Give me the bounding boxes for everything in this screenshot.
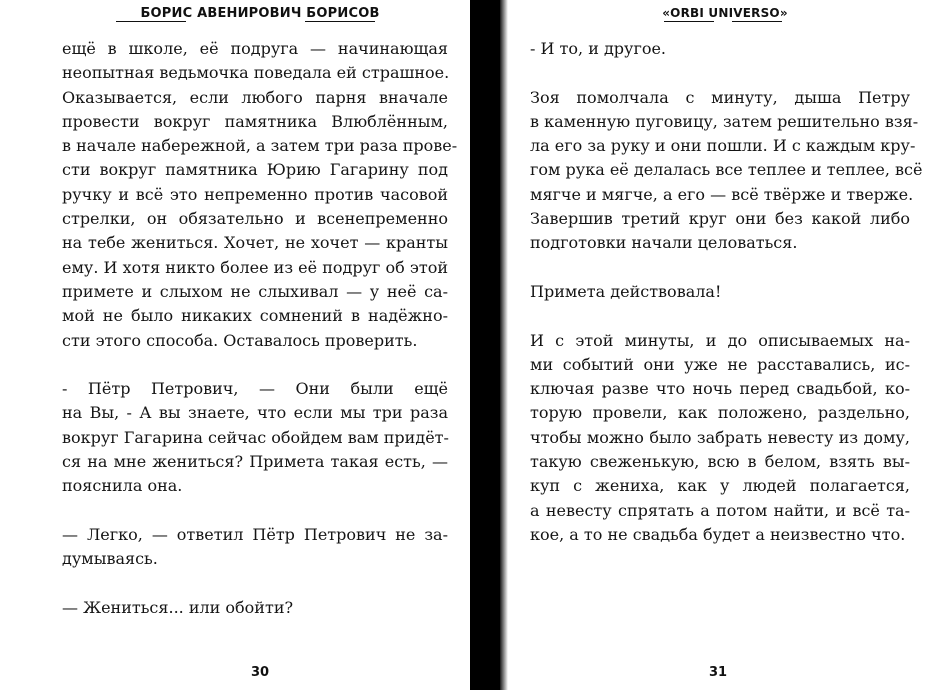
text-line: неопытная ведьмочка поведала ей страшное.	[62, 63, 450, 83]
text-line: — Легко, — ответил Пётр Петрович не за-	[62, 524, 448, 544]
paragraph-gap	[530, 256, 910, 280]
text-line: ся на мне жениться? Примета такая есть, —	[62, 452, 448, 472]
text-line: а невесту спрятать а потом найти, и всё та-	[530, 500, 910, 520]
paragraph-gap	[62, 353, 448, 377]
paragraph-gap	[62, 572, 448, 596]
text-line: - И то, и другое.	[530, 39, 667, 58]
text-line: на тебе жениться. Хочет, не хочет — кранты	[62, 233, 448, 253]
header-rule	[664, 21, 714, 22]
body-text	[530, 37, 923, 547]
header-rule	[116, 21, 186, 22]
book-gutter	[470, 0, 500, 690]
text-line: стрелки, он обязательно и всенепременно	[62, 209, 448, 229]
text-line: ему. И хотя никто более из её подруг об этой	[62, 257, 448, 277]
header-rule	[732, 21, 782, 22]
text-line: ми событий они уже не расставались, ис-	[530, 354, 910, 374]
text-line: подготовки начали целоваться.	[530, 233, 798, 253]
text-line: куп с жениха, как у людей полагается,	[530, 476, 910, 496]
text-line: - Пётр Петрович, — Они были ещё	[62, 379, 448, 399]
text-line: И с этой минуты, и до описываемых на-	[530, 330, 910, 350]
text-line: вокруг Гагарина сейчас обойдем вам придёт-	[62, 427, 449, 447]
text-line: сти этого способа. Оставалось проверить.	[62, 330, 418, 350]
right-page	[500, 0, 949, 690]
paragraph-gap	[530, 304, 910, 328]
text-line: в начале набережной, а затем три раза прове-	[62, 136, 458, 156]
text-line: чтобы можно было забрать невесту из дому,	[530, 427, 910, 447]
text-line: думываясь.	[62, 549, 158, 569]
text-line: в каменную пуговицу, затем решительно взя-	[530, 111, 919, 131]
text-line: сти вокруг памятника Юрию Гагарину под	[62, 160, 448, 180]
text-line: кое, а то не свадьба будет а неизвестно что.	[530, 524, 906, 544]
page-number: 31	[709, 665, 728, 680]
text-line: — Жениться... или обойти?	[62, 597, 294, 617]
text-line: гом рука её делалась все теплее и теплее, всё	[530, 160, 923, 180]
paragraph-gap	[530, 61, 910, 85]
running-head-author: БОРИС АВЕНИРОВИЧ БОРИСОВ	[140, 6, 380, 21]
text-line: Оказывается, если любого парня вначале	[62, 87, 448, 107]
text-line: такую свеженькую, всю в белом, взять вы-	[530, 452, 910, 472]
text-line: ключая разве что ночь перед свадьбой, ко-	[530, 379, 910, 399]
body-text	[62, 37, 458, 620]
text-line: Зоя помолчала с минуту, дыша Петру	[530, 87, 910, 107]
left-page	[0, 0, 470, 690]
text-line: ещё в школе, её подруга — начинающая	[62, 39, 448, 58]
text-line: мягче и мягче, а его — всё твёрже и тверже.	[530, 184, 914, 204]
running-head-title: «ORBI UNIVERSO»	[662, 6, 788, 20]
header-rule	[305, 21, 375, 22]
text-line: Завершив третий круг они без какой либо	[530, 209, 910, 229]
paragraph-gap	[62, 499, 448, 523]
text-line: примете и слыхом не слыхивал — у неё са-	[62, 281, 448, 301]
text-line: на Вы, - А вы знаете, что если мы три раза	[62, 403, 448, 423]
text-line: ла его за руку и они пошли. И с каждым кру-	[530, 136, 916, 156]
text-line: провести вокруг памятника Влюблённым,	[62, 111, 448, 131]
page-number: 30	[251, 665, 270, 680]
text-line: ручку и всё это непременно против часовой	[62, 184, 448, 204]
text-line: мой не было никаких сомнений в надёжно-	[62, 306, 448, 326]
text-line: торую провели, как положено, раздельно,	[530, 403, 910, 423]
text-line: Примета действовала!	[530, 281, 722, 301]
text-line: пояснила она.	[62, 476, 183, 496]
